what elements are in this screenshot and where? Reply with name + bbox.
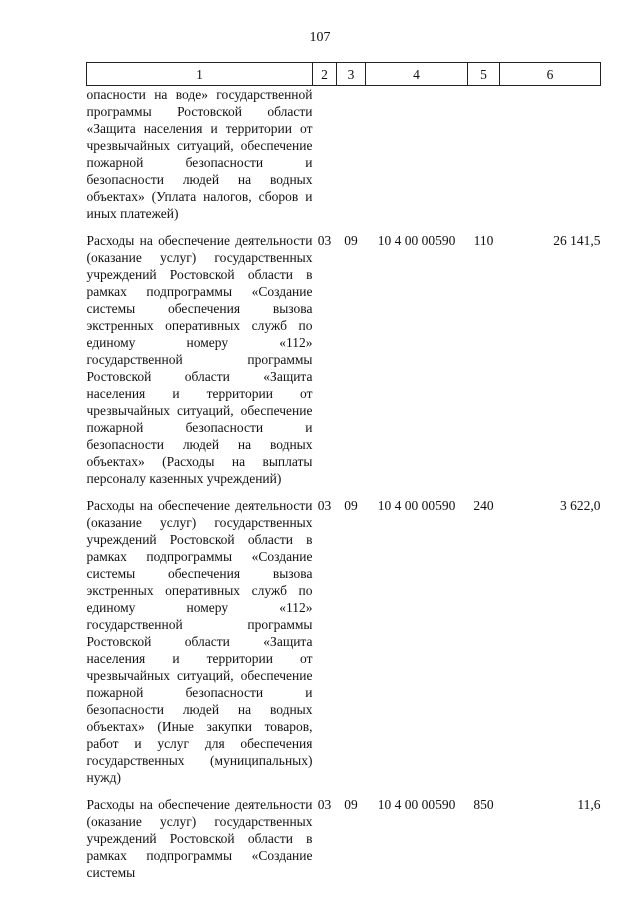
row-target-article-code: 10 4 00 00590 xyxy=(377,498,456,513)
row-target-article-code: 10 4 00 00590 xyxy=(377,233,456,248)
row-description: Расходы на обеспечение деятельности (оказание услуг) государственных учреждений Ростовской области в рамках подпрограммы «Создание системы xyxy=(86,797,313,880)
column-number-5: 5 xyxy=(468,63,500,86)
page-number: 107 xyxy=(309,30,331,45)
column-number-header-row xyxy=(87,63,601,86)
budget-table xyxy=(86,62,601,881)
row-section-code: 03 xyxy=(317,233,332,248)
row-expense-type-code: 110 xyxy=(473,233,494,248)
column-number-3: 3 xyxy=(337,63,366,86)
column-number-2: 2 xyxy=(313,63,337,86)
table-row xyxy=(87,796,601,881)
row-expense-type-code: 240 xyxy=(473,498,494,513)
row-subsection-code: 09 xyxy=(344,498,358,513)
column-number-4: 4 xyxy=(366,63,468,86)
row-description: Расходы на обеспечение деятельности (оказание услуг) государственных учреждений Ростовской области в рамках подпрограммы «Создание системы обеспечения вызова экстренных оперативных служб по единому номеру «112» государственной программы Ростовской области «Защита населения и территории от чрезвычайных ситуаций, обеспечение пожарной безопасности и безопасности людей на водных объектах» (Иные закупки товаров, работ и услуг для обеспечения государственных (муниципальных) нужд) xyxy=(86,498,313,785)
row-amount: 26 141,5 xyxy=(553,233,601,248)
row-section-code xyxy=(313,86,337,223)
row-description: Расходы на обеспечение деятельности (оказание услуг) государственных учреждений Ростовской области в рамках подпрограммы «Создание системы обеспечения вызова экстренных оперативных служб по единому номеру «112» государственной программы Ростовской области «Защита населения и территории от чрезвычайных ситуаций, обеспечение пожарной безопасности и безопасности людей на водных объектах» (Расходы на выплаты персоналу казенных учреждений) xyxy=(86,233,313,486)
table-row xyxy=(87,497,601,786)
table-row xyxy=(87,86,601,223)
row-amount: 11,6 xyxy=(577,797,601,812)
row-target-article-code xyxy=(366,86,468,223)
row-spacer xyxy=(87,786,601,796)
row-spacer xyxy=(87,222,601,232)
row-section-code: 03 xyxy=(317,797,332,812)
row-description: опасности на воде» государственной программы Ростовской области «Защита населения и территории от чрезвычайных ситуаций, обеспечение пожарной безопасности и безопасности людей на водных объектах» (Уплата налогов, сборов и иных платежей) xyxy=(86,87,313,221)
row-amount xyxy=(500,86,601,223)
row-expense-type-code xyxy=(468,86,500,223)
row-target-article-code: 10 4 00 00590 xyxy=(377,797,456,812)
row-spacer xyxy=(87,487,601,497)
row-subsection-code: 09 xyxy=(344,233,358,248)
row-section-code: 03 xyxy=(317,498,332,513)
row-subsection-code: 09 xyxy=(344,797,358,812)
row-subsection-code xyxy=(337,86,366,223)
row-amount: 3 622,0 xyxy=(560,498,601,513)
table-row xyxy=(87,232,601,487)
column-number-6: 6 xyxy=(500,63,601,86)
column-number-1: 1 xyxy=(87,63,313,86)
row-expense-type-code: 850 xyxy=(473,797,494,812)
